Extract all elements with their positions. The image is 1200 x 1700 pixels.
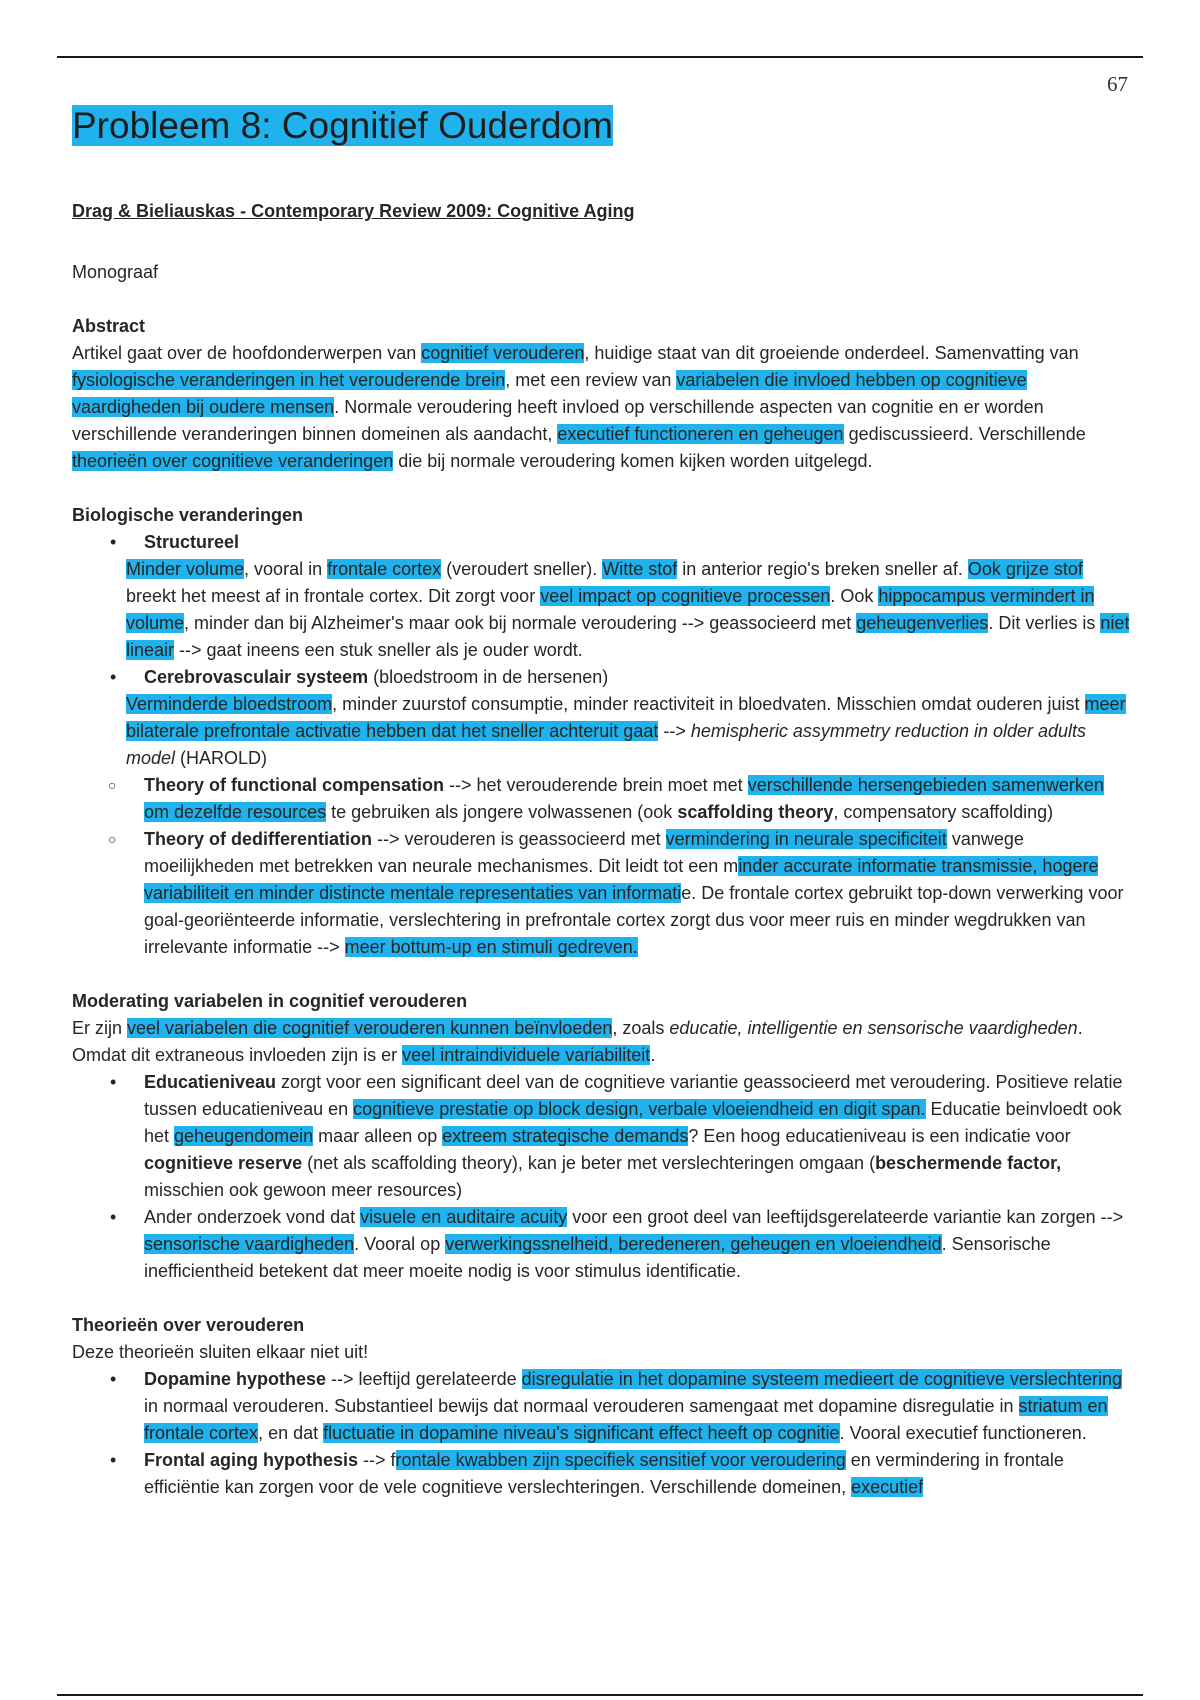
item-text: Dopamine hypothese --> leeftijd gerelateerde disregulatie in het dopamine systeem medieert de cognitieve verslechtering in normaal verouderen. Substantieel bewijs dat normaal verouderen samengaat met dopamine disregulatie in striatum en frontale cortex, en dat fluctuatie in dopamine niveau's significant effect heeft op cognitie. Vooral executief functioneren. xyxy=(144,1369,1122,1443)
bullet-disc-icon: • xyxy=(110,1072,117,1092)
article-reference: Drag & Bieliauskas - Contemporary Review 2009: Cognitive Aging xyxy=(72,201,635,221)
top-rule xyxy=(57,56,1143,58)
item-heading: Cerebrovasculair systeem xyxy=(144,667,369,687)
bullet-disc-icon: • xyxy=(110,667,117,687)
bullet-disc-icon: • xyxy=(110,532,117,552)
list-item xyxy=(72,1204,1132,1285)
theories-heading: Theorieën over verouderen xyxy=(72,1315,305,1335)
page-number: 67 xyxy=(1107,72,1128,96)
source-type: Monograaf xyxy=(72,262,159,282)
list-item xyxy=(72,1366,1132,1447)
list-item xyxy=(72,529,1132,664)
item-text: Theory of functional compensation --> het verouderende brein moet met verschillende hersengebieden samenwerken om dezelfde resources te gebruiken als jongere volwassenen (ook scaffolding theory, compensatory scaffolding) xyxy=(144,775,1104,822)
moderating-heading: Moderating variabelen in cognitief verouderen xyxy=(72,991,468,1011)
list-item xyxy=(72,826,1132,961)
bullet-disc-icon: • xyxy=(110,1369,117,1389)
list-item xyxy=(72,1069,1132,1204)
item-heading: Structureel xyxy=(144,532,240,552)
item-text: Educatieniveau zorgt voor een significant deel van de cognitieve variantie geassocieerd met veroudering. Positieve relatie tussen educatieniveau en cognitieve prestatie op block design, verbale vloeiendheid en digit span. Educatie beinvloedt ook het geheugendomein maar alleen op extreem strategische demands? Een hoog educatieniveau is een indicatie voor cognitieve reserve (net als scaffolding theory), kan je beter met verslechteringen omgaan (beschermende factor, misschien ook gewoon meer resources) xyxy=(144,1072,1123,1200)
list-item: • Cerebrovasculair systeem (bloedstroom in de hersenen) Verminderde bloedstroom, minder zuurstof consumptie, minder reactiviteit in bloedvaten. Misschien omdat ouderen juist meer bilaterale prefrontale activatie hebben dat het sneller achteruit gaat --> hemispheric assymmetry reduction in older adults model (HAROLD) xyxy=(72,664,1132,772)
item-text: Ander onderzoek vond dat visuele en auditaire acuity voor een groot deel van leeftijdsgerelateerde variantie kan zorgen --> sensorische vaardigheden. Vooral op verwerkingssnelheid, beredeneren, geheugen en vloeiendheid. Sensorische inefficientheid betekent dat meer moeite nodig is voor stimulus identificatie. xyxy=(144,1207,1124,1281)
bullet-circle-icon: ○ xyxy=(108,777,117,793)
moderating-list xyxy=(72,1069,1132,1285)
theories-intro: Deze theorieën sluiten elkaar niet uit! xyxy=(72,1342,369,1362)
title-highlight: Probleem 8: Cognitief Ouderdom xyxy=(72,105,613,146)
list-item xyxy=(72,772,1132,826)
bio-list xyxy=(72,529,1132,772)
theories-list xyxy=(72,1366,1132,1501)
bottom-rule xyxy=(57,1694,1143,1696)
theory-sublist xyxy=(72,772,1132,961)
item-text: Verminderde bloedstroom, minder zuurstof consumptie, minder reactiviteit in bloedvaten. Misschien omdat ouderen juist meer bilaterale prefrontale activatie hebben dat het sneller achteruit gaat --> hemispheric assymmetry reduction in older adults model (HAROLD) xyxy=(126,694,1126,768)
bio-heading: Biologische veranderingen xyxy=(72,505,304,525)
item-text: Frontal aging hypothesis --> frontale kwabben zijn specifiek sensitief voor veroudering en vermindering in frontale efficiëntie kan zorgen voor de vele cognitieve verslechteringen. Verschillende domeinen, executief xyxy=(144,1450,1064,1497)
bullet-disc-icon: • xyxy=(110,1207,117,1227)
moderating-intro: Er zijn veel variabelen die cognitief verouderen kunnen beïnvloeden, zoals educatie, intelligentie en sensorische vaardigheden. Omdat dit extraneous invloeden zijn is er veel intraindividuele variabiliteit. xyxy=(72,1018,1083,1065)
bullet-circle-icon: ○ xyxy=(108,831,117,847)
page-title xyxy=(72,100,1132,152)
bullet-disc-icon: • xyxy=(110,1450,117,1470)
document-body xyxy=(72,96,1132,1501)
item-text: Minder volume, vooral in frontale cortex (veroudert sneller). Witte stof in anterior regio's breken sneller af. Ook grijze stof breekt het meest af in frontale cortex. Dit zorgt voor veel impact op cognitieve processen. Ook hippocampus vermindert in volume, minder dan bij Alzheimer's maar ook bij normale veroudering --> geassocieerd met geheugenverlies. Dit verlies is niet lineair --> gaat ineens een stuk sneller als je ouder wordt. xyxy=(126,559,1130,660)
item-text: Theory of dedifferentiation --> verouderen is geassocieerd met vermindering in neurale specificiteit vanwege moeilijkheden met betrekken van neurale mechanismes. Dit leidt tot een minder accurate informatie transmissie, hogere variabiliteit en minder distincte mentale representaties van informatie. De frontale cortex gebruikt top-down verwerking voor goal-georiënteerde informatie, verslechtering in prefrontale cortex zorgt dus voor meer ruis en minder wegdrukken van irrelevante informatie --> meer bottum-up en stimuli gedreven. xyxy=(144,829,1124,957)
list-item xyxy=(72,1447,1132,1501)
abstract-text: Artikel gaat over de hoofdonderwerpen van cognitief verouderen, huidige staat van dit groeiende onderdeel. Samenvatting van fysiologische veranderingen in het verouderende brein, met een review van variabelen die invloed hebben op cognitieve vaardigheden bij oudere mensen. Normale veroudering heeft invloed op verschillende aspecten van cognitie en er worden verschillende veranderingen binnen domeinen als aandacht, executief functioneren en geheugen gediscussieerd. Verschillende theorieën over cognitieve veranderingen die bij normale veroudering komen kijken worden uitgelegd. xyxy=(72,343,1086,471)
abstract-heading: Abstract xyxy=(72,316,146,336)
